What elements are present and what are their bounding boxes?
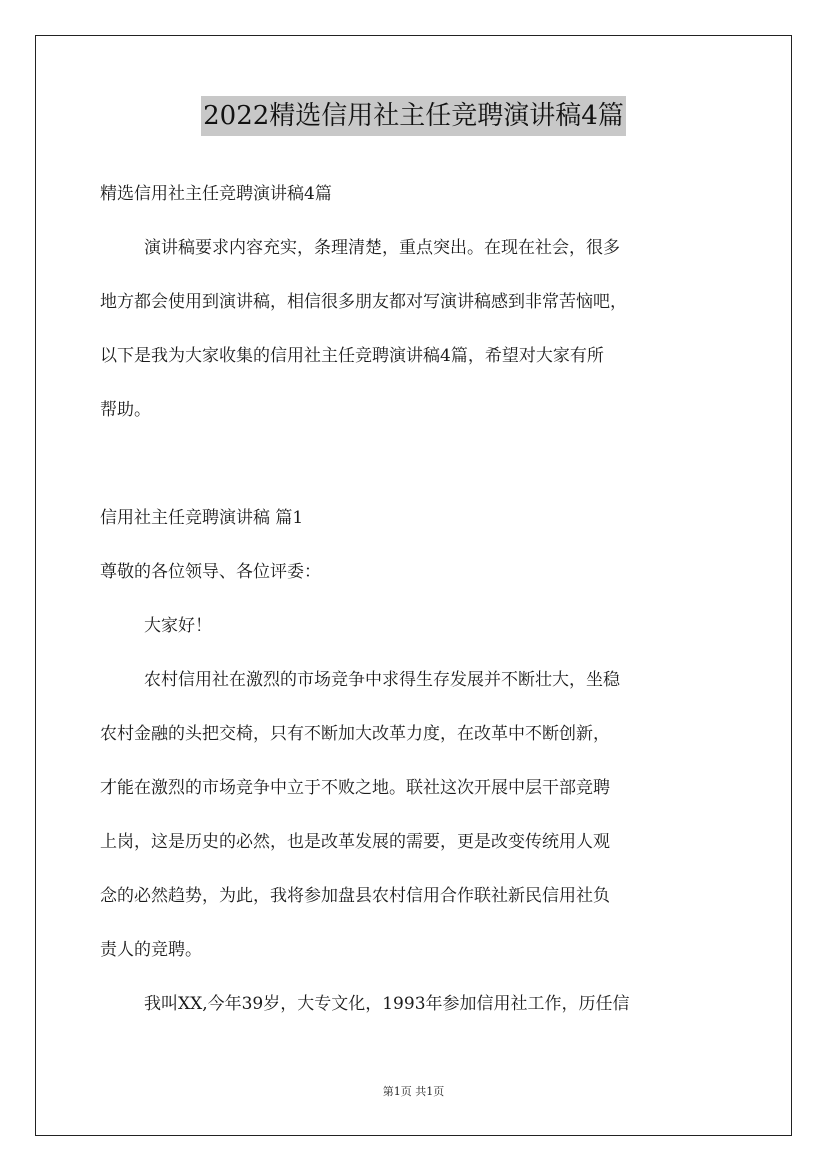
document-subtitle: 精选信用社主任竞聘演讲稿4篇	[100, 184, 332, 204]
title-container	[0, 96, 827, 136]
paragraph-line: 念的必然趋势，为此，我将参加盘县农村信用合作联社新民信用社负	[100, 886, 610, 906]
document-title: 2022精选信用社主任竞聘演讲稿4篇	[201, 96, 626, 136]
salutation: 尊敬的各位领导、各位评委：	[100, 562, 321, 582]
page-footer: 第1页 共1页	[382, 1085, 445, 1098]
intro-line: 地方都会使用到演讲稿，相信很多朋友都对写演讲稿感到非常苦恼吧，	[100, 292, 627, 312]
paragraph-line: 才能在激烈的市场竞争中立于不败之地。联社这次开展中层干部竞聘	[100, 778, 610, 798]
intro-line: 演讲稿要求内容充实，条理清楚，重点突出。在现在社会，很多	[144, 238, 620, 258]
greeting: 大家好！	[144, 616, 212, 636]
section-heading: 信用社主任竞聘演讲稿 篇1	[100, 508, 304, 528]
paragraph-line: 农村信用社在激烈的市场竞争中求得生存发展并不断壮大，坐稳	[144, 670, 620, 690]
intro-line: 帮助。	[100, 400, 151, 420]
paragraph-line: 农村金融的头把交椅，只有不断加大改革力度，在改革中不断创新，	[100, 724, 610, 744]
paragraph-line: 上岗，这是历史的必然，也是改革发展的需要，更是改变传统用人观	[100, 832, 610, 852]
intro-line: 以下是我为大家收集的信用社主任竞聘演讲稿4篇，希望对大家有所	[100, 346, 604, 366]
paragraph-line: 我叫XX,今年39岁，大专文化，1993年参加信用社工作，历任信	[144, 994, 630, 1014]
paragraph-line: 责人的竞聘。	[100, 940, 202, 960]
